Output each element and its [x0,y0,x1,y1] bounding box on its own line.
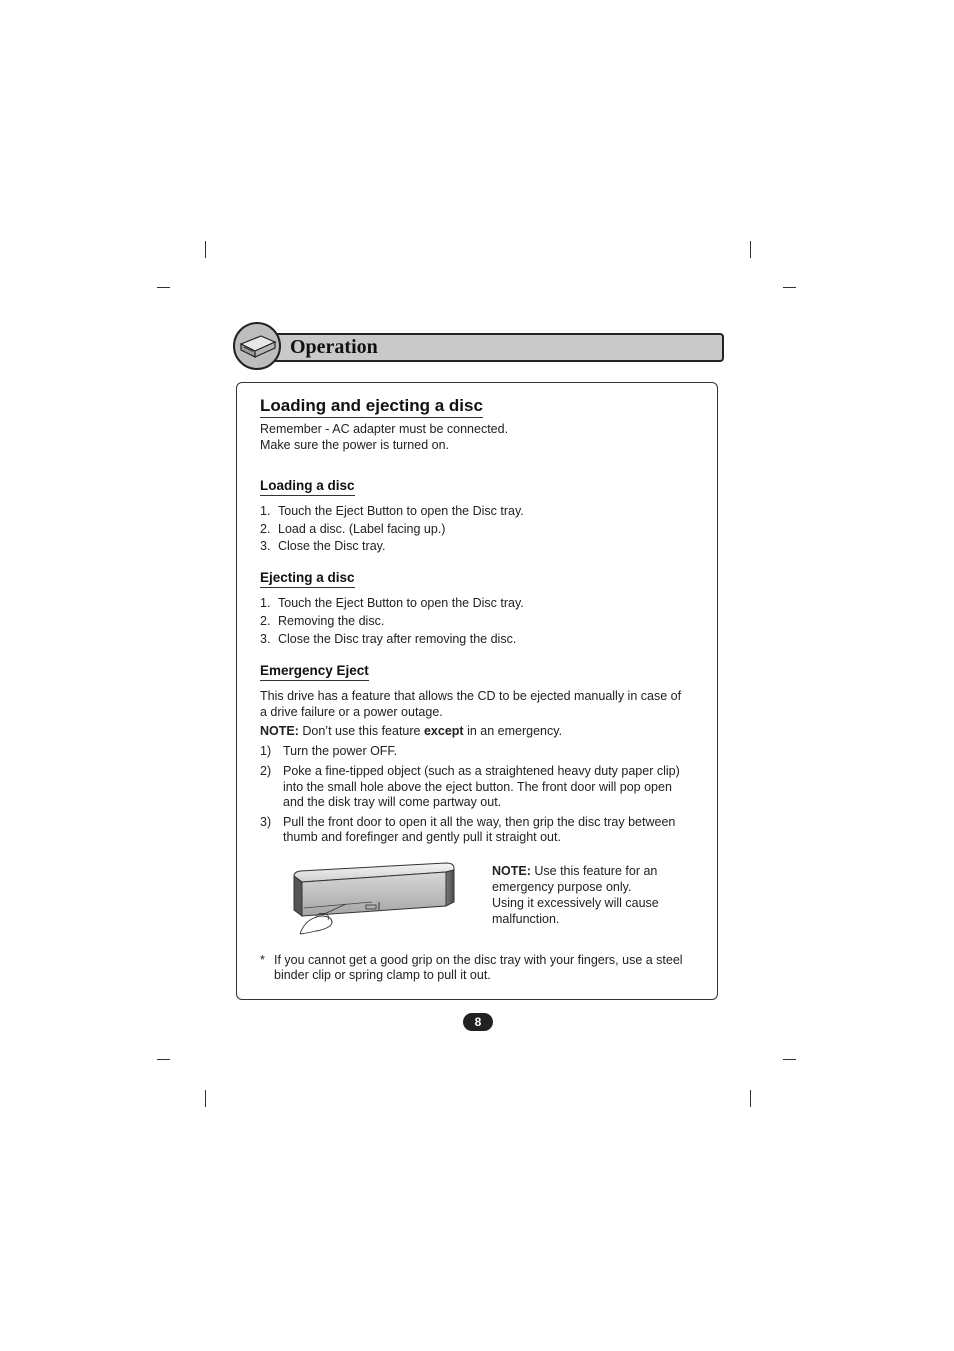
step-number: 3) [260,815,272,829]
disc-drive-icon [233,322,281,370]
drive-illustration [286,858,462,936]
crop-mark [750,1090,751,1107]
crop-mark [205,241,206,258]
note-label: NOTE: [260,724,299,738]
step-number: 2) [260,764,272,778]
side-note-text: malfunction. [492,912,560,926]
step-number: 1. [260,596,271,610]
step-text: Pull the front door to open it all the way, then grip the disc tray between [283,815,676,829]
note-text: Don’t use this feature [302,724,421,738]
step-number: 2. [260,522,271,536]
footnote-marker: * [260,953,265,967]
step-text: Turn the power OFF. [283,744,398,758]
crop-mark [205,1090,206,1107]
step-text: Touch the Eject Button to open the Disc tray. [278,596,524,610]
crop-mark [750,241,751,258]
emergency-heading: Emergency Eject [260,663,369,681]
intro-line: Make sure the power is turned on. [260,438,449,452]
step-text: Close the Disc tray after removing the disc. [278,632,517,646]
section-title: Operation [290,336,378,358]
step-text: Touch the Eject Button to open the Disc tray. [278,504,524,518]
footnote-text: binder clip or spring clamp to pull it out. [274,968,491,982]
emergency-note [260,724,562,740]
step-text: Poke a fine-tipped object (such as a straightened heavy duty paper clip) [283,764,680,778]
page-number: 8 [463,1013,493,1031]
step-number: 2. [260,614,271,628]
crop-mark [783,1059,796,1060]
step-text: thumb and forefinger and gently pull it straight out. [283,830,561,844]
step-text: into the small hole above the eject button. The front door will pop open [283,780,672,794]
step-number: 3. [260,632,271,646]
side-note-text: emergency purpose only. [492,880,632,894]
description-line: a drive failure or a power outage. [260,705,443,719]
step-text: Removing the disc. [278,614,385,628]
step-text: Close the Disc tray. [278,539,386,553]
step-text: Load a disc. (Label facing up.) [278,522,446,536]
step-text: and the disk tray will come partway out. [283,795,502,809]
note-emphasis: except [423,724,464,738]
main-heading: Loading and ejecting a disc [260,396,483,418]
step-number: 1. [260,504,271,518]
side-note-text: Using it excessively will cause [492,896,659,910]
ejecting-heading: Ejecting a disc [260,570,355,588]
footnote-text: If you cannot get a good grip on the disc tray with your fingers, use a steel [274,953,683,967]
note-text: in an emergency. [467,724,563,738]
loading-heading: Loading a disc [260,478,355,496]
crop-mark [157,287,170,288]
description-line: This drive has a feature that allows the CD to be ejected manually in case of [260,689,682,703]
crop-mark [157,1059,170,1060]
step-number: 3. [260,539,271,553]
step-number: 1) [260,744,272,758]
crop-mark [783,287,796,288]
side-note-label: NOTE: [492,864,531,878]
side-note-text: Use this feature for an [534,864,658,878]
intro-line: Remember - AC adapter must be connected. [260,422,509,436]
side-note [492,864,657,880]
